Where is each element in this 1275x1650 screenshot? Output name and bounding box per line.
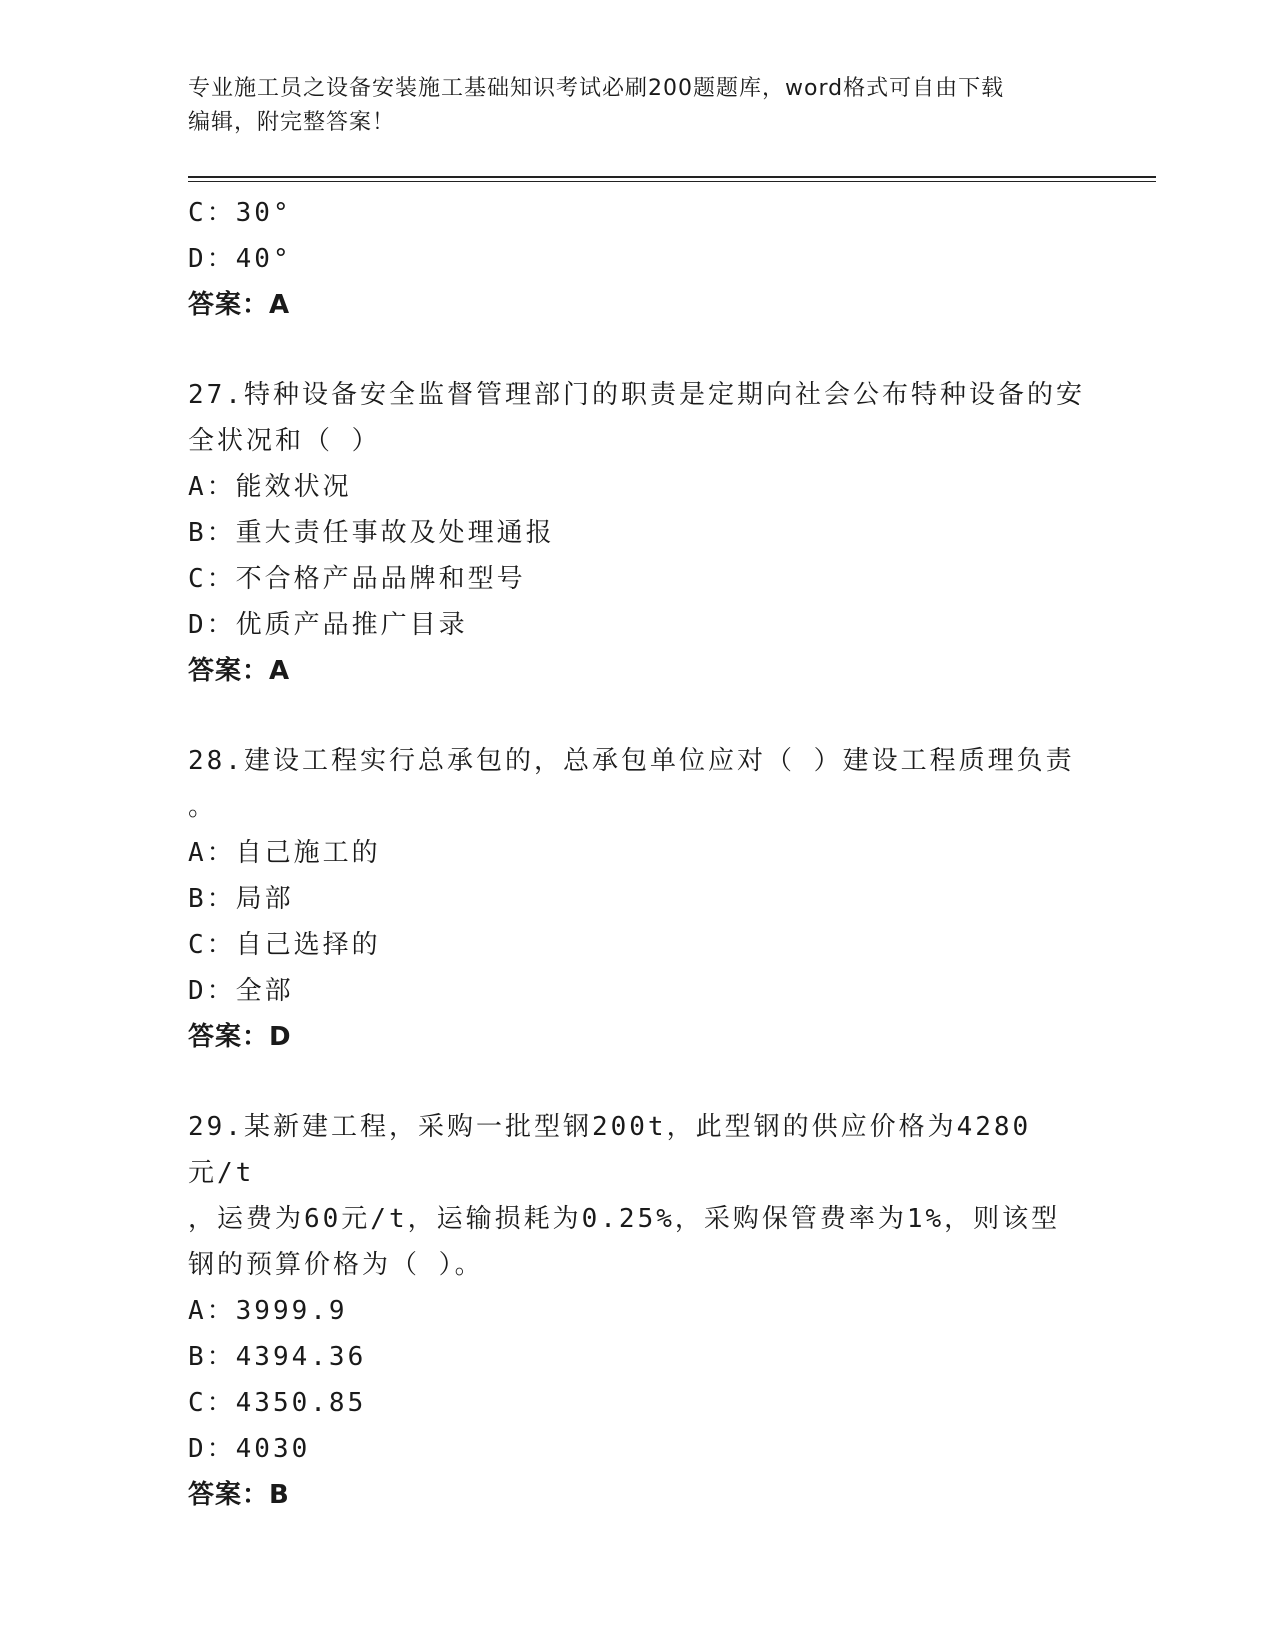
option-text: 全部: [235, 976, 294, 1006]
option-text: 能效状况: [235, 472, 352, 502]
option-label: A：: [188, 1296, 236, 1326]
option-c: [188, 922, 1088, 968]
option-text: 4350.85: [235, 1388, 367, 1418]
option-label: B：: [188, 884, 236, 914]
question-stem-line: 。: [188, 792, 218, 822]
option-label: C：: [188, 564, 236, 594]
question-stem-line: 29.某新建工程，采购一批型钢200t，此型钢的供应价格为4280元/t: [188, 1112, 1032, 1188]
question-28: [188, 738, 1088, 1060]
option-b: [188, 510, 1088, 556]
question-stem-line: 27.特种设备安全监督管理部门的职责是定期向社会公布特种设备的安: [188, 380, 1085, 410]
option-text: 自己施工的: [235, 838, 381, 868]
option-text: 局部: [235, 884, 294, 914]
option-a: [188, 1288, 1088, 1334]
header-title-line-2: 编辑，附完整答案！: [188, 110, 396, 135]
question-stem-line: 钢的预算价格为（ ）。: [188, 1250, 484, 1280]
header-title-line-1: 专业施工员之设备安装施工基础知识考试必刷200题题库，word格式可自由下载: [188, 76, 1005, 101]
option-label: C：: [188, 1388, 236, 1418]
option-text: 优质产品推广目录: [235, 610, 468, 640]
option-text: 不合格产品品牌和型号: [235, 564, 526, 594]
document-header: [188, 72, 1088, 140]
header-divider-thick: [188, 176, 1156, 178]
question-stem-line: 28.建设工程实行总承包的，总承包单位应对（ ）建设工程质理负责: [188, 746, 1075, 776]
option-c: [188, 556, 1088, 602]
option-text: 3999.9: [235, 1296, 348, 1326]
option-b: [188, 876, 1088, 922]
previous-question-tail: [188, 190, 1088, 328]
question-content: [188, 190, 1088, 1518]
option-label: B：: [188, 518, 236, 548]
question-stem-line: 全状况和（ ）: [188, 426, 381, 456]
option-d: [188, 602, 1088, 648]
question-stem-line: ，运费为60元/t，运输损耗为0.25%，采购保管费率为1%，则该型: [188, 1204, 1061, 1234]
option-text: 自己选择的: [235, 930, 381, 960]
option-label: D：: [188, 610, 236, 640]
option-label: A：: [188, 472, 236, 502]
option-label: C：: [188, 198, 236, 228]
answer-line: 答案：A: [188, 656, 291, 686]
option-label: D：: [188, 244, 236, 274]
option-label: C：: [188, 930, 236, 960]
option-text: 40°: [235, 244, 292, 274]
option-text: 4394.36: [235, 1342, 367, 1372]
option-d: [188, 1426, 1088, 1472]
question-29: [188, 1104, 1088, 1518]
option-d: [188, 236, 1088, 282]
option-b: [188, 1334, 1088, 1380]
option-a: [188, 464, 1088, 510]
header-divider-thin: [188, 181, 1156, 182]
option-label: D：: [188, 976, 236, 1006]
option-text: 重大责任事故及处理通报: [235, 518, 555, 548]
option-d: [188, 968, 1088, 1014]
option-label: D：: [188, 1434, 236, 1464]
option-label: B：: [188, 1342, 236, 1372]
option-text: 30°: [235, 198, 292, 228]
option-label: A：: [188, 838, 236, 868]
option-a: [188, 830, 1088, 876]
option-text: 4030: [235, 1434, 311, 1464]
question-27: [188, 372, 1088, 694]
answer-line: 答案：D: [188, 1022, 292, 1052]
option-c: [188, 190, 1088, 236]
answer-line: 答案：A: [188, 290, 291, 320]
answer-line: 答案：B: [188, 1480, 290, 1510]
option-c: [188, 1380, 1088, 1426]
